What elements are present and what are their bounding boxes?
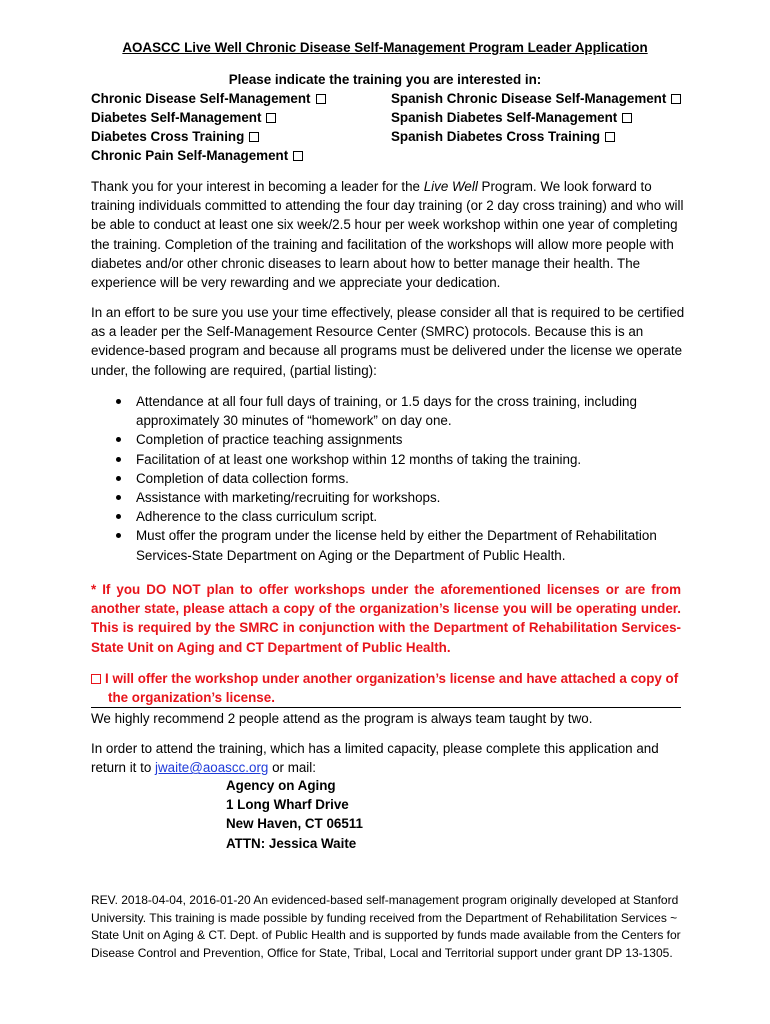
document-title: AOASCC Live Well Chronic Disease Self-Management Program Leader Application (122, 40, 648, 55)
agreement-text: I will offer the workshop under another organization’s license and have attached a copy of (105, 671, 679, 686)
requirements-list (91, 392, 696, 565)
agreement-checkbox[interactable] (91, 674, 101, 684)
checkbox[interactable] (293, 151, 303, 161)
training-option[interactable] (91, 89, 326, 108)
training-option[interactable] (91, 108, 326, 127)
checkbox[interactable] (249, 132, 259, 142)
submission-instructions: In order to attend the training, which has a limited capacity, please complete this application and return it to jwaite@aoascc.org or mail: (91, 741, 659, 776)
training-option[interactable] (91, 127, 326, 146)
email-link[interactable]: jwaite@aoascc.org (155, 760, 269, 776)
option-label: Spanish Diabetes Self-Management (391, 109, 618, 125)
option-label: Spanish Chronic Disease Self-Management (391, 90, 667, 106)
training-option[interactable] (391, 89, 681, 108)
training-prompt: Please indicate the training you are interested in: (228, 72, 542, 87)
checkbox[interactable] (266, 113, 276, 123)
option-label: Diabetes Cross Training (91, 128, 245, 144)
list-item: Adherence to the class curriculum script. (136, 507, 696, 526)
list-item: Facilitation of at least one workshop within 12 months of taking the training. (136, 450, 696, 469)
checkbox[interactable] (671, 94, 681, 104)
address-line: ATTN: Jessica Waite (226, 835, 357, 851)
address-line: New Haven, CT 06511 (226, 816, 363, 832)
training-option[interactable] (391, 108, 681, 127)
training-options-right (391, 89, 681, 146)
list-item: Attendance at all four full days of training, or 1.5 days for the cross training, including approximately 30 minutes of “homework” on day one. (136, 392, 696, 430)
list-item: Completion of data collection forms. (136, 469, 696, 488)
agreement-text-continued: the organization’s license. (108, 690, 275, 706)
training-option[interactable] (391, 127, 681, 146)
team-recommendation: We highly recommend 2 people attend as the program is always team taught by two. (91, 711, 593, 726)
option-label: Diabetes Self-Management (91, 109, 262, 125)
checkbox[interactable] (316, 94, 326, 104)
address-line: 1 Long Wharf Drive (226, 797, 349, 813)
checkbox[interactable] (622, 113, 632, 123)
checkbox[interactable] (605, 132, 615, 142)
revision-footer: REV. 2018-04-04, 2016-01-20 An evidenced-based self-management program originally developed at Stanford University. This training is made possible by funding received from the Department of Rehabilitation Services ~ State Unit on Aging & CT. Dept. of Public Health and is supported by funds made available from the Centers for Disease Control and Prevention, Office for State, Tribal, Local and Territorial support under grant DP 13-1305. (91, 893, 681, 960)
divider (91, 707, 681, 708)
mailing-address (226, 776, 363, 853)
program-name: Live Well (423, 179, 478, 194)
intro-paragraph: Thank you for your interest in becoming a leader for the Live Well Program. We look forward to training individuals committed to attending the four day training (or 2 day cross training) and who will be able to conduct at least one six week/2.5 hour per week workshop within one year of completing the training. Completion of the training and facilitation of the workshops will allow more people with diabetes and/or other chronic diseases to learn about how to better manage their health. The experience will be very rewarding and we appreciate your dedication. (91, 179, 684, 291)
license-agreement[interactable] (91, 669, 691, 707)
training-options-left (91, 89, 326, 165)
option-label: Chronic Pain Self-Management (91, 147, 289, 163)
option-label: Chronic Disease Self-Management (91, 90, 311, 106)
training-option[interactable] (91, 146, 326, 165)
list-item: Assistance with marketing/recruiting for workshops. (136, 488, 696, 507)
option-label: Spanish Diabetes Cross Training (391, 128, 601, 144)
requirements-intro: In an effort to be sure you use your time effectively, please consider all that is required to be certified as a leader per the Self-Management Resource Center (SMRC) protocols. Because this is an evidence-based program and because all programs must be delivered under the license we operate under, the following are required, (partial listing): (91, 305, 685, 378)
list-item: Must offer the program under the license held by either the Department of Rehabilitation Services-State Department on Aging or the Department of Public Health. (136, 526, 696, 564)
license-warning: * If you DO NOT plan to offer workshops under the aforementioned licenses or are from another state, please attach a copy of the organization’s license you will be operating under. This is required by the SMRC in conjunction with the Department of Rehabilitation Services-State Unit on Aging and CT Department of Public Health. (91, 582, 681, 655)
address-line: Agency on Aging (226, 778, 336, 793)
list-item: Completion of practice teaching assignments (136, 430, 696, 449)
